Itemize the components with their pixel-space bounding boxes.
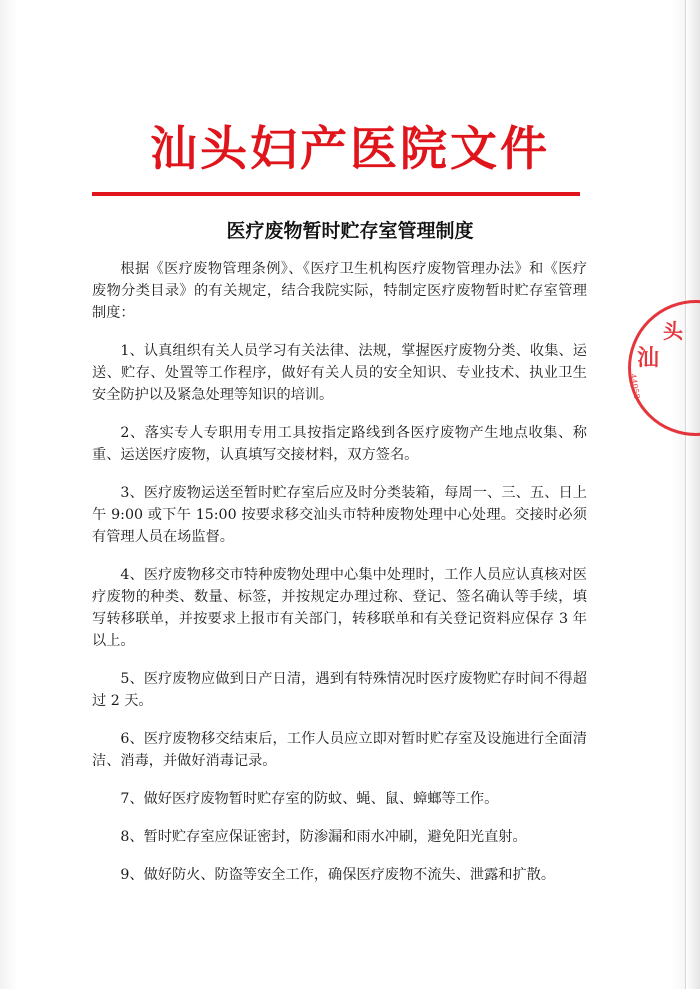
seal-code: 44058: [628, 373, 642, 400]
intro-paragraph: 根据《医疗废物管理条例》、《医疗卫生机构医疗废物管理办法》和《医疗废物分类目录》的有关规定，结合我院实际，特制定医疗废物暂时贮存室管理制度：: [92, 261, 587, 321]
org-header-title: 汕头妇产医院文件: [150, 122, 550, 177]
rule-item-2: 2、落实专人专职用专用工具按指定路线到各医疗废物产生地点收集、称重、运送医疗废物，认真填写交接材料，双方签名。: [92, 425, 587, 463]
seal-text-1: 头: [663, 319, 683, 343]
seal-text-2: 汕: [637, 345, 660, 371]
rule-item-1: 1、认真组织有关人员学习有关法律、法规，掌握医疗废物分类、收集、运送、贮存、处置等工作程序，做好有关人员的安全知识、专业技术、执业卫生安全防护以及紧急处理等知识的培训。: [92, 343, 587, 403]
official-seal: [628, 300, 700, 436]
document-body: [92, 258, 587, 902]
rule-item-5: 5、医疗废物应做到日产日清，遇到有特殊情况时医疗废物贮存时间不得超过 2 天。: [92, 671, 587, 709]
rule-item-7: 7、做好医疗废物暂时贮存室的防蚊、蝇、鼠、蟑螂等工作。: [120, 791, 499, 807]
document-title: 医疗废物暂时贮存室管理制度: [226, 220, 474, 242]
rule-item-9: 9、做好防火、防盗等安全工作，确保医疗废物不流失、泄露和扩散。: [120, 867, 556, 883]
rule-item-3: 3、医疗废物运送至暂时贮存室后应及时分类装箱，每周一、三、五、日上午 9:00 或下午 15:00 按要求移交汕头市特种废物处理中心处理。交接时必须有管理人员在场监督。: [92, 485, 587, 545]
rule-item-6: 6、医疗废物移交结束后，工作人员应立即对暂时贮存室及设施进行全面清洁、消毒，并做好消毒记录。: [92, 731, 587, 769]
rule-item-8: 8、暂时贮存室应保证密封，防渗漏和雨水冲刷，避免阳光直射。: [120, 829, 527, 845]
header-red-rule: [92, 192, 580, 196]
rule-item-4: 4、医疗废物移交市特种废物处理中心集中处理时，工作人员应认真核对医疗废物的种类、数量、标签，并按规定办理过称、登记、签名确认等手续，填写转移联单，并按要求上报市有关部门，转移联单和有关登记资料应保存 3 年以上。: [92, 567, 587, 649]
